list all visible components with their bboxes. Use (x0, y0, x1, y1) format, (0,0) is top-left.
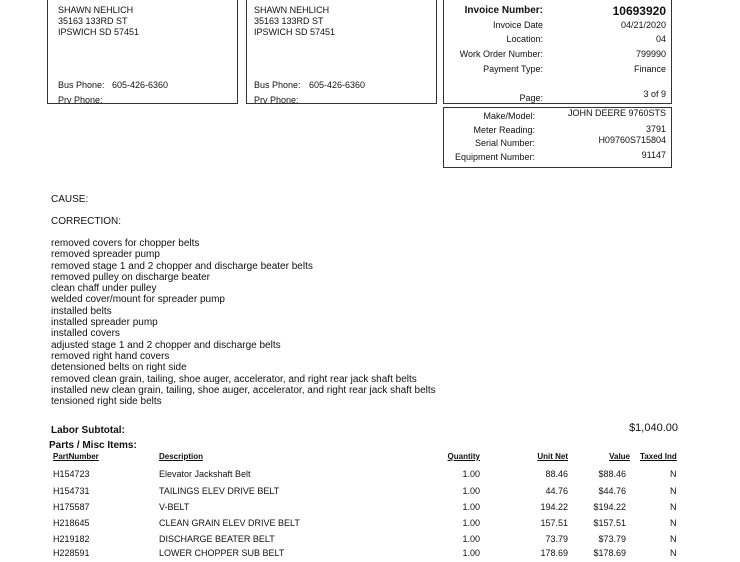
part-taxed: N (670, 518, 677, 528)
part-number: H175587 (53, 502, 90, 512)
location-label: Location: (506, 34, 543, 44)
col-part-number: PartNumber (53, 452, 99, 461)
labor-subtotal-amount: $1,040.00 (629, 422, 678, 434)
part-value: $88.46 (598, 469, 626, 479)
correction-line: removed pulley on discharge beater (51, 271, 210, 283)
part-value: $157.51 (593, 518, 626, 528)
equipment-number-label: Equipment Number: (454, 152, 535, 162)
part-description: DISCHARGE BEATER BELT (159, 534, 275, 544)
ship-to-city: IPSWICH SD 57451 (254, 27, 336, 37)
part-unit-net: 88.46 (545, 469, 568, 479)
ship-to-street: 35163 133RD ST (254, 16, 324, 26)
table-row (0, 502, 740, 516)
ship-to-bus-phone-label: Bus Phone: (254, 80, 301, 90)
table-row (0, 469, 740, 483)
correction-line: removed right hand covers (51, 350, 170, 362)
table-row (0, 534, 740, 548)
part-quantity: 1.00 (462, 518, 480, 528)
equipment-number-value: 91147 (641, 150, 666, 160)
correction-line: tensioned right side belts (51, 396, 162, 408)
col-quantity: Quantity (447, 452, 480, 461)
table-row (0, 486, 740, 500)
correction-line: adjusted stage 1 and 2 chopper and discharge belts (51, 339, 281, 351)
correction-line: detensioned belts on right side (51, 362, 187, 374)
part-value: $178.69 (593, 548, 626, 558)
correction-line: installed belts (51, 305, 112, 317)
bill-to-street: 35163 133RD ST (58, 16, 128, 26)
part-description: TAILINGS ELEV DRIVE BELT (159, 486, 280, 496)
make-model-label: Make/Model: (483, 111, 535, 121)
invoice-date-label: Invoice Date (492, 20, 543, 30)
part-quantity: 1.00 (462, 502, 480, 512)
correction-line: installed new clean grain, tailing, shoe auger, accelerator, and right rear jack shaft belts (51, 384, 436, 396)
col-value: Value (609, 452, 630, 461)
correction-line: clean chaff under pulley (51, 283, 157, 295)
bill-to-city: IPSWICH SD 57451 (58, 27, 140, 37)
make-model-value: JOHN DEERE 9760STS (567, 108, 666, 118)
labor-subtotal-label: Labor Subtotal: (51, 425, 125, 436)
ship-to-name: SHAWN NEHLICH (254, 5, 330, 15)
location-value: 04 (655, 34, 666, 44)
part-description: LOWER CHOPPER SUB BELT (159, 548, 285, 558)
meter-reading-value: 3791 (645, 124, 666, 134)
part-unit-net: 178.69 (540, 548, 568, 558)
correction-line: installed spreader pump (51, 317, 158, 329)
payment-type-value: Finance (633, 64, 666, 74)
invoice-number: 10693920 (612, 4, 666, 18)
bill-to-bus-phone-label: Bus Phone: (58, 80, 105, 90)
col-unit-net: Unit Net (537, 452, 568, 461)
correction-line: removed stage 1 and 2 chopper and discharge beater belts (51, 260, 313, 272)
correction-line: removed covers for chopper belts (51, 238, 200, 249)
correction-line: removed clean grain, tailing, shoe auger, accelerator, and right rear jack shaft belts (51, 373, 417, 385)
part-taxed: N (670, 534, 677, 544)
part-value: $44.76 (598, 486, 626, 496)
part-description: Elevator Jackshaft Belt (159, 469, 251, 479)
part-number: H218645 (53, 518, 90, 528)
ship-to-prv-phone-label: Prv Phone: (254, 95, 299, 105)
work-order-label: Work Order Number: (459, 49, 543, 59)
serial-number-label: Serial Number: (474, 138, 535, 148)
part-number: H219182 (53, 534, 90, 544)
correction-label: CORRECTION: (51, 216, 121, 227)
payment-type-label: Payment Type: (483, 64, 543, 74)
correction-line: installed covers (51, 328, 120, 340)
part-number: H228591 (53, 548, 90, 558)
part-description: CLEAN GRAIN ELEV DRIVE BELT (159, 518, 300, 528)
correction-lines (51, 238, 436, 407)
bill-to-name: SHAWN NEHLICH (58, 5, 134, 15)
part-unit-net: 157.51 (540, 518, 568, 528)
bill-to-bus-phone: 605-426-6360 (112, 80, 169, 90)
part-quantity: 1.00 (462, 534, 480, 544)
part-taxed: N (670, 502, 677, 512)
correction-line: welded cover/mount for spreader pump (51, 294, 225, 306)
part-taxed: N (670, 486, 677, 496)
part-quantity: 1.00 (462, 486, 480, 496)
bill-to-prv-phone-label: Prv Phone: (58, 95, 103, 105)
page-label: Page: (519, 93, 543, 103)
page-value: 3 of 9 (643, 89, 666, 99)
parts-header-row (0, 452, 740, 466)
part-quantity: 1.00 (462, 469, 480, 479)
part-unit-net: 194.22 (540, 502, 568, 512)
table-row (0, 548, 740, 562)
part-unit-net: 44.76 (545, 486, 568, 496)
part-number: H154731 (53, 486, 90, 496)
part-value: $73.79 (598, 534, 626, 544)
part-value: $194.22 (593, 502, 626, 512)
part-taxed: N (670, 469, 677, 479)
invoice-number-label: Invoice Number: (464, 5, 543, 16)
correction-line: removed spreader pump (51, 249, 160, 261)
invoice-date: 04/21/2020 (620, 20, 666, 30)
col-taxed-ind: Taxed Ind (640, 452, 677, 461)
meter-reading-label: Meter Reading: (473, 125, 535, 135)
part-quantity: 1.00 (462, 548, 480, 558)
part-unit-net: 73.79 (545, 534, 568, 544)
col-description: Description (159, 452, 204, 461)
table-row (0, 518, 740, 532)
part-number: H154723 (53, 469, 90, 479)
work-order-value: 799990 (635, 49, 666, 59)
parts-title: Parts / Misc Items: (49, 440, 137, 451)
part-description: V-BELT (159, 502, 190, 512)
ship-to-bus-phone: 605-426-6360 (309, 80, 366, 90)
cause-label: CAUSE: (51, 194, 89, 205)
serial-number-value: H09760S715804 (598, 135, 666, 145)
part-taxed: N (670, 548, 677, 558)
